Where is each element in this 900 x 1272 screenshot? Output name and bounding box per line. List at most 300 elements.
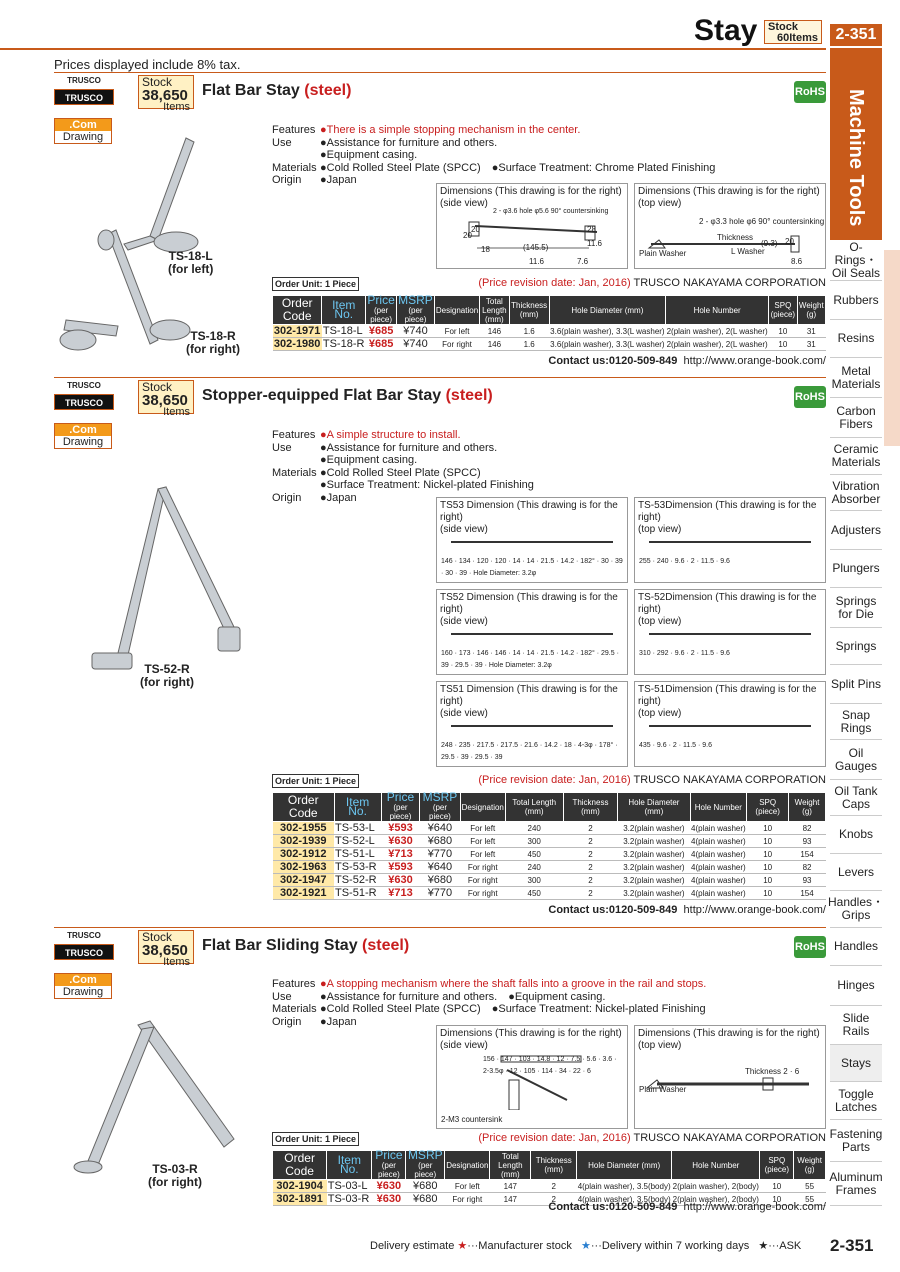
dim-title: TS52 Dimension (This drawing is for the right) [440, 592, 618, 615]
dimension-box [634, 497, 826, 583]
sidebar-item-split-pins[interactable]: Split Pins [830, 665, 882, 704]
cell-spq: 10 [747, 835, 789, 848]
cell-hole-number: 4(plain washer) [691, 823, 746, 833]
th-price-label: Price [386, 790, 415, 804]
dim-vals: 156 · 147 · 103 · 14.8 · 12 · 7.5 · 5.6 · 3.6 · 2-3.5φ · 12 · 105 · 114 · 34 · 22 · 6 [483, 1056, 617, 1075]
th-designation: Designation [445, 1151, 490, 1180]
sidebar-item-resins[interactable]: Resins [830, 320, 882, 358]
page-number-bottom: 2-351 [830, 1236, 874, 1255]
dim-sub: (side view) [440, 524, 488, 535]
th-per-piece: (per piece) [370, 306, 392, 324]
label-ts-52-r-a: TS-52-R [144, 662, 190, 676]
cell-hole-diameter: 3.2(plain washer) [618, 848, 690, 861]
dimension-box [436, 497, 628, 583]
cell-hole-number: 2(plain washer), 2(body) [672, 1194, 759, 1204]
brand-name: TRUSCO [67, 76, 101, 85]
th-designation: Designation [460, 793, 505, 822]
cell-item-no: TS-51-L [334, 848, 381, 861]
drawing-link[interactable] [54, 423, 112, 449]
table-header [273, 793, 826, 822]
sidebar-item-rubbers[interactable]: Rubbers [830, 281, 882, 320]
stock-qty: 38,650 [142, 392, 188, 409]
dim-title: TS-51Dimension (This drawing is for the right) [638, 684, 817, 707]
cell-thickness: 1.6 [509, 338, 549, 351]
cell-hole-number: 4(plain washer) [691, 888, 746, 898]
dim-sub: (side view) [440, 198, 488, 209]
th-spq: SPQ (piece) [760, 1151, 794, 1180]
cell-designation: For right [460, 874, 505, 887]
cell-designation: For left [460, 835, 505, 848]
dim-val: 8.6 [791, 257, 803, 266]
section-material: (steel) [304, 82, 352, 99]
red-star-icon: ★ [457, 1240, 468, 1252]
brand-logo: TRUSCO [54, 944, 114, 960]
th-total-length: Total Length (mm) [480, 296, 509, 325]
brand-logo: TRUSCO [54, 89, 114, 105]
dim-sub: (top view) [638, 708, 682, 719]
sidebar-item-metal-materials[interactable]: Metal Materials [830, 358, 882, 398]
th-price [372, 1148, 406, 1180]
sidebar-item-plungers[interactable]: Plungers [830, 550, 882, 588]
sidebar-category-title: Machine Tools [830, 48, 882, 240]
cell-spq: 10 [747, 861, 789, 874]
cell-length: 450 [505, 887, 563, 900]
delivery-legend [370, 1239, 801, 1252]
cell-length: 240 [505, 861, 563, 874]
cell-msrp: ¥680 [420, 835, 460, 848]
th-per-piece: (per piece) [389, 803, 412, 821]
revision-info [478, 1132, 826, 1144]
stock-items: Items [163, 406, 190, 418]
cell-thickness: 2 [563, 874, 618, 887]
dim-val: 18 [481, 245, 490, 254]
cell-order-code: 302-1947 [273, 874, 335, 887]
dim-val: 20 [471, 225, 480, 234]
cell-designation: For left [460, 848, 505, 861]
dim-title: TS-52Dimension (This drawing is for the right) [638, 592, 817, 615]
cell-length: 300 [505, 874, 563, 887]
cell-order-code: 302-1921 [273, 887, 335, 900]
cell-hole-diameter: 3.2(plain washer) [618, 861, 690, 874]
dim-val: (9.3) [761, 239, 778, 248]
sidebar-item-oil-gauges[interactable]: Oil Gauges [830, 740, 882, 780]
label-ts-52-r-b: (for right) [140, 675, 194, 689]
tax-note: Prices displayed include 8% tax. [54, 57, 241, 72]
cell-designation: For right [434, 338, 479, 351]
contact-line [548, 1201, 826, 1213]
section-title-text: Flat Bar Stay [202, 82, 300, 99]
cell-hole-diameter: 3.2(plain washer) [618, 822, 690, 835]
stock-items: Items [163, 956, 190, 968]
label-ts-03-r-b: (for right) [148, 1175, 202, 1189]
dim-val: L Washer [731, 247, 765, 256]
dim-vals: 160 · 173 · 146 · 146 · 14 · 14 · 21.5 · 14.2 · 182° · 29.5 · 39 · 29.5 · 39 · Hole Diameter: 3.2φ [441, 650, 619, 669]
th-order-code: Order Code [273, 296, 322, 325]
cell-price: ¥630 [381, 835, 420, 848]
cell-length: 146 [480, 325, 509, 338]
blue-star-icon: ★ [581, 1240, 591, 1252]
sidebar-item-slide-rails[interactable]: Slide Rails [830, 1006, 882, 1045]
cell-weight: 154 [789, 887, 826, 900]
th-per-piece: (per piece) [429, 803, 451, 821]
section-title [202, 82, 351, 100]
sidebar-item-fastening-parts[interactable]: Fastening Parts [830, 1120, 882, 1162]
cell-hole-diameter: 3.6(plain washer), 3.3(L washer) [550, 326, 665, 336]
cell-hole-diameter: 3.2(plain washer) [618, 874, 690, 887]
th-spq: SPQ (piece) [769, 296, 797, 325]
section-header [54, 377, 826, 417]
cell-price: ¥630 [372, 1180, 406, 1193]
page-title: Stay [694, 14, 758, 47]
dim-drawing [443, 528, 623, 554]
sidebar-item-handles[interactable]: Handles [830, 928, 882, 966]
order-unit: Order Unit: 1 Piece [272, 1132, 359, 1146]
cell-hole-number: 2(plain washer), 2(body) [672, 1181, 759, 1191]
cell-thickness: 2 [563, 887, 618, 900]
table-row [273, 325, 826, 338]
dim-sub: (side view) [440, 616, 488, 627]
cell-item-no: TS-03-R [327, 1193, 372, 1206]
features-label: Features [272, 978, 316, 990]
drawing-label: Drawing [62, 986, 104, 998]
cell-msrp: ¥680 [406, 1180, 445, 1193]
cell-weight: 93 [789, 874, 826, 887]
stock-items: Items [163, 101, 190, 113]
cell-thickness: 2 [563, 848, 618, 861]
sidebar-item-vibration-absorber[interactable]: Vibration Absorber [830, 475, 882, 511]
cell-thickness: 2 [531, 1193, 577, 1206]
dim-vals: Thickness 2 · 6 [745, 1067, 800, 1076]
dim-drawing [641, 528, 821, 554]
cell-hole-number: 4(plain washer) [691, 875, 746, 885]
dim-val: Plain Washer [639, 249, 687, 258]
page-number-top: 2-351 [830, 24, 882, 46]
header-stock-badge [764, 20, 822, 44]
cell-price: ¥685 [366, 338, 397, 351]
sidebar-item-snap-rings[interactable]: Snap Rings [830, 704, 882, 740]
dim-title: TS-53Dimension (This drawing is for the right) [638, 500, 817, 523]
features-block [272, 124, 715, 187]
cell-designation: For left [445, 1180, 490, 1193]
th-per-piece: (per piece) [404, 306, 427, 324]
label-ts-18-r-b: (for right) [186, 342, 240, 356]
cell-msrp: ¥680 [420, 874, 460, 887]
cell-hole-number: 4(plain washer) [691, 862, 746, 872]
label-ts-18-l [168, 250, 213, 276]
dim-title: Dimensions (This drawing is for the right) [440, 186, 622, 197]
cell-hole-number: 4(plain washer) [691, 849, 746, 859]
th-order-code: Order Code [273, 1151, 327, 1180]
label-ts-18-l-a: TS-18-L [168, 249, 213, 263]
brand-mark [54, 931, 114, 961]
materials-text: ●Cold Rolled Steel Plate (SPCC) [320, 466, 481, 479]
th-weight: Weight (g) [797, 296, 825, 325]
stock-qty: 38,650 [142, 87, 188, 104]
dim-vals: 435 · 9.6 · 2 · 11.5 · 9.6 [639, 742, 713, 749]
cell-order-code: 302-1980 [273, 338, 321, 350]
company-name: TRUSCO NAKAYAMA CORPORATION [633, 774, 826, 786]
th-per-piece: (per piece) [377, 1161, 400, 1179]
th-msrp-label: MSRP [407, 1148, 443, 1162]
dim-val: 7.6 [577, 257, 589, 266]
cell-weight: 154 [789, 848, 826, 861]
materials-label: Materials [272, 1003, 317, 1015]
dim-val: 11.6 [587, 239, 602, 248]
dim-note: 2-M3 countersink [441, 1115, 503, 1124]
th-weight: Weight (g) [794, 1151, 826, 1180]
header-stock-label: Stock [768, 21, 798, 33]
com-label: .Com [55, 424, 111, 436]
side-tab-marker [884, 250, 900, 446]
cell-length: 240 [505, 822, 563, 835]
category-sidebar [827, 48, 885, 1220]
cell-order-code: 302-1891 [273, 1193, 327, 1206]
section-material: (steel) [362, 937, 410, 954]
contact-phone: Contact us:0120-509-849 [548, 1201, 678, 1213]
sidebar-item-stays[interactable]: Stays [830, 1045, 882, 1082]
dim-title: TS51 Dimension (This drawing is for the right) [440, 684, 618, 707]
cell-price: ¥593 [381, 822, 420, 835]
cell-hole-diameter: 4(plain washer), 3.5(body) [577, 1181, 671, 1191]
cell-designation: For right [460, 887, 505, 900]
blue-star-text: ···Delivery within 7 working days [590, 1240, 750, 1252]
contact-phone: Contact us:0120-509-849 [548, 355, 678, 367]
dim-val: (145.5) [523, 243, 549, 252]
th-hole-number: Hole Number [666, 296, 769, 325]
stock-qty: 38,650 [142, 942, 188, 959]
drawing-label: Drawing [62, 436, 104, 448]
sidebar-item-knobs[interactable]: Knobs [830, 816, 882, 854]
dimension-box [436, 589, 628, 675]
dim-note: 2 - φ3.3 hole φ6 90° countersinking [699, 217, 825, 226]
dim-title: Dimensions (This drawing is for the right) [440, 1028, 622, 1039]
dim-title: Dimensions (This drawing is for the right) [638, 1028, 820, 1039]
cell-msrp: ¥640 [420, 822, 460, 835]
cell-thickness: 1.6 [509, 325, 549, 338]
stay-product-image [58, 477, 248, 677]
cell-msrp: ¥680 [406, 1193, 445, 1206]
com-label: .Com [55, 119, 111, 131]
revision-date: (Price revision date: Jan, 2016) [478, 774, 631, 786]
table-row [273, 338, 826, 351]
label-ts-18-r [186, 330, 240, 356]
dimension-box [634, 589, 826, 675]
th-total-length: Total Length (mm) [505, 793, 563, 822]
cell-thickness: 2 [563, 835, 618, 848]
origin-text: ●Japan [320, 491, 357, 504]
product-table [272, 295, 826, 351]
sidebar-item-aluminum-frames[interactable]: Aluminum Frames [830, 1162, 882, 1206]
cell-spq: 10 [747, 822, 789, 835]
page-footer [0, 1234, 900, 1272]
cell-msrp: ¥770 [420, 887, 460, 900]
red-star-text: ···Manufacturer stock [467, 1240, 572, 1252]
section-title-text: Stopper-equipped Flat Bar Stay [202, 387, 442, 404]
feature-text: ●There is a simple stopping mechanism in the center. [320, 124, 581, 136]
header-stock-count: 60Items [777, 32, 818, 44]
black-star-text: ···ASK [768, 1240, 802, 1252]
cell-designation: For left [434, 325, 479, 338]
order-unit: Order Unit: 1 Piece [272, 774, 359, 788]
dim-sub: (top view) [638, 198, 682, 209]
sidebar-item-handles-grips[interactable]: Handles・Grips [830, 891, 882, 928]
cell-designation: For left [460, 822, 505, 835]
contact-line [548, 355, 826, 367]
cell-thickness: 2 [531, 1180, 577, 1193]
materials-label: Materials [272, 161, 317, 174]
drawing-link[interactable] [54, 973, 112, 999]
dim-title: TS53 Dimension (This drawing is for the right) [440, 500, 618, 523]
stock-badge [138, 380, 194, 418]
product-table [272, 1150, 826, 1206]
header-divider [0, 48, 826, 50]
materials-label: Materials [272, 466, 317, 479]
product-table [272, 792, 826, 900]
brand-mark [54, 76, 114, 106]
cell-hole-diameter: 3.2(plain washer) [618, 887, 690, 900]
th-per-piece: (per piece) [414, 1161, 437, 1179]
cell-hole-number: 2(plain washer), 2(L washer) [666, 339, 768, 349]
table-row [273, 822, 826, 835]
cell-length: 300 [505, 835, 563, 848]
black-star-icon: ★ [758, 1240, 769, 1252]
cell-order-code: 302-1904 [273, 1180, 327, 1193]
dim-val: 20 [463, 231, 472, 240]
cell-weight: 31 [797, 325, 825, 338]
sidebar-item-o-rings-oil-seals[interactable]: O-Rings・Oil Seals [831, 239, 881, 280]
cell-spq: 10 [747, 874, 789, 887]
cell-spq: 10 [769, 325, 797, 338]
cell-price: ¥685 [366, 325, 397, 338]
sidebar-item-levers[interactable]: Levers [830, 854, 882, 891]
cell-order-code: 302-1939 [273, 835, 335, 848]
sidebar-item-ceramic-materials[interactable]: Ceramic Materials [830, 438, 882, 475]
th-thickness: Thickness (mm) [563, 793, 618, 822]
table-header [273, 296, 826, 325]
th-price-label: Price [367, 293, 395, 307]
cell-order-code: 302-1963 [273, 861, 335, 874]
dimension-side-view [436, 1025, 628, 1129]
th-msrp-label: MSRP [422, 790, 458, 804]
cell-weight: 55 [794, 1180, 826, 1193]
features-label: Features [272, 124, 316, 136]
cell-hole-diameter: 3.6(plain washer), 3.3(L washer) [550, 339, 665, 349]
dim-note: Plain Washer [639, 1085, 687, 1094]
dim-note: 2 - φ3.6 hole φ5.6 90° countersinking [493, 208, 609, 215]
th-hole-diameter: Hole Diameter (mm) [618, 793, 690, 822]
th-hole-number: Hole Number [690, 793, 747, 822]
cell-length: 450 [505, 848, 563, 861]
sidebar-item-springs[interactable]: Springs [830, 628, 882, 665]
dim-vals: 248 · 235 · 217.5 · 217.5 · 21.6 · 14.2 · 18 · 4-3φ · 178° · 29.5 · 39 · 29.5 · 39 [441, 742, 618, 761]
sidebar-item-springs-for-die[interactable]: Springs for Die [830, 588, 882, 628]
stock-badge [138, 75, 194, 113]
cell-item-no: TS-53-L [334, 822, 381, 835]
label-ts-52-r [140, 663, 194, 689]
contact-phone: Contact us:0120-509-849 [548, 904, 678, 916]
th-hole-diameter: Hole Diameter (mm) [577, 1151, 672, 1180]
cell-thickness: 2 [563, 822, 618, 835]
use-text-1: ●Assistance for furniture and others. [320, 441, 498, 454]
contact-url[interactable]: http://www.orange-book.com/ [683, 355, 826, 367]
th-msrp [420, 790, 460, 822]
dim-val: 20 [785, 237, 794, 246]
use-label: Use [272, 136, 292, 149]
sidebar-item-toggle-latches[interactable]: Toggle Latches [830, 1082, 882, 1120]
label-ts-03-r [148, 1163, 202, 1189]
contact-url[interactable]: http://www.orange-book.com/ [683, 904, 826, 916]
company-name: TRUSCO NAKAYAMA CORPORATION [633, 277, 826, 289]
cell-weight: 82 [789, 861, 826, 874]
cell-msrp: ¥740 [397, 338, 435, 351]
cell-hole-diameter: 4(plain washer), 3.5(body) [577, 1194, 671, 1204]
origin-label: Origin [272, 491, 302, 504]
section-flat-bar-stay [54, 72, 826, 372]
section-header [54, 927, 826, 967]
cell-item-no: TS-18-L [322, 325, 366, 338]
order-unit: Order Unit: 1 Piece [272, 277, 359, 291]
origin-text: ●Japan [320, 174, 357, 186]
contact-url[interactable]: http://www.orange-book.com/ [683, 1201, 826, 1213]
cell-thickness: 2 [563, 861, 618, 874]
revision-date: (Price revision date: Jan, 2016) [478, 1132, 631, 1144]
dim-sub: (side view) [440, 1040, 488, 1051]
rohs-badge: RoHS [794, 81, 826, 103]
cell-msrp: ¥740 [397, 325, 435, 338]
revision-info [478, 774, 826, 786]
table-row [273, 1180, 826, 1193]
th-order-code: Order Code [273, 793, 335, 822]
cell-order-code: 302-1971 [273, 325, 321, 337]
th-weight: Weight (g) [789, 793, 826, 822]
features-block [272, 429, 534, 504]
dim-drawing [641, 712, 821, 738]
cell-designation: For right [460, 861, 505, 874]
company-name: TRUSCO NAKAYAMA CORPORATION [633, 1132, 826, 1144]
section-flat-bar-sliding-stay [54, 927, 826, 1227]
cell-hole-number: 4(plain washer) [691, 836, 746, 846]
cell-hole-number: 2(plain washer), 2(L washer) [666, 326, 768, 336]
dim-title: Dimensions (This drawing is for the right) [638, 186, 820, 197]
brand-name: TRUSCO [67, 381, 101, 390]
th-price-label: Price [375, 1148, 403, 1162]
dimension-box [634, 681, 826, 767]
sidebar-item-oil-tank-caps[interactable]: Oil Tank Caps [830, 780, 882, 816]
dimension-box [436, 681, 628, 767]
use-text-2: ●Equipment casing. [320, 149, 418, 161]
dim-drawing [443, 712, 623, 738]
th-msrp [406, 1148, 445, 1180]
materials-text-2: ●Surface Treatment: Nickel-plated Finishing [320, 479, 534, 491]
label-ts-03-r-a: TS-03-R [152, 1162, 198, 1176]
sidebar-item-carbon-fibers[interactable]: Carbon Fibers [830, 398, 882, 438]
materials-text: ●Cold Rolled Steel Plate (SPCC) ●Surface Treatment: Nickel-plated Finishing [320, 1003, 706, 1015]
th-hole-diameter: Hole Diameter (mm) [549, 296, 665, 325]
cell-designation: For right [445, 1193, 490, 1206]
cell-spq: 10 [747, 848, 789, 861]
sidebar-item-hinges[interactable]: Hinges [830, 966, 882, 1006]
sidebar-item-adjusters[interactable]: Adjusters [830, 511, 882, 550]
com-label: .Com [55, 974, 111, 986]
feature-text: ●A simple structure to install. [320, 429, 461, 441]
brand-mark [54, 381, 114, 411]
cell-spq: 10 [747, 887, 789, 900]
use-label: Use [272, 990, 292, 1003]
dim-sub: (top view) [638, 524, 682, 535]
th-price [381, 790, 420, 822]
origin-text: ●Japan [320, 1015, 357, 1028]
section-stopper-flat-bar-stay [54, 377, 826, 922]
